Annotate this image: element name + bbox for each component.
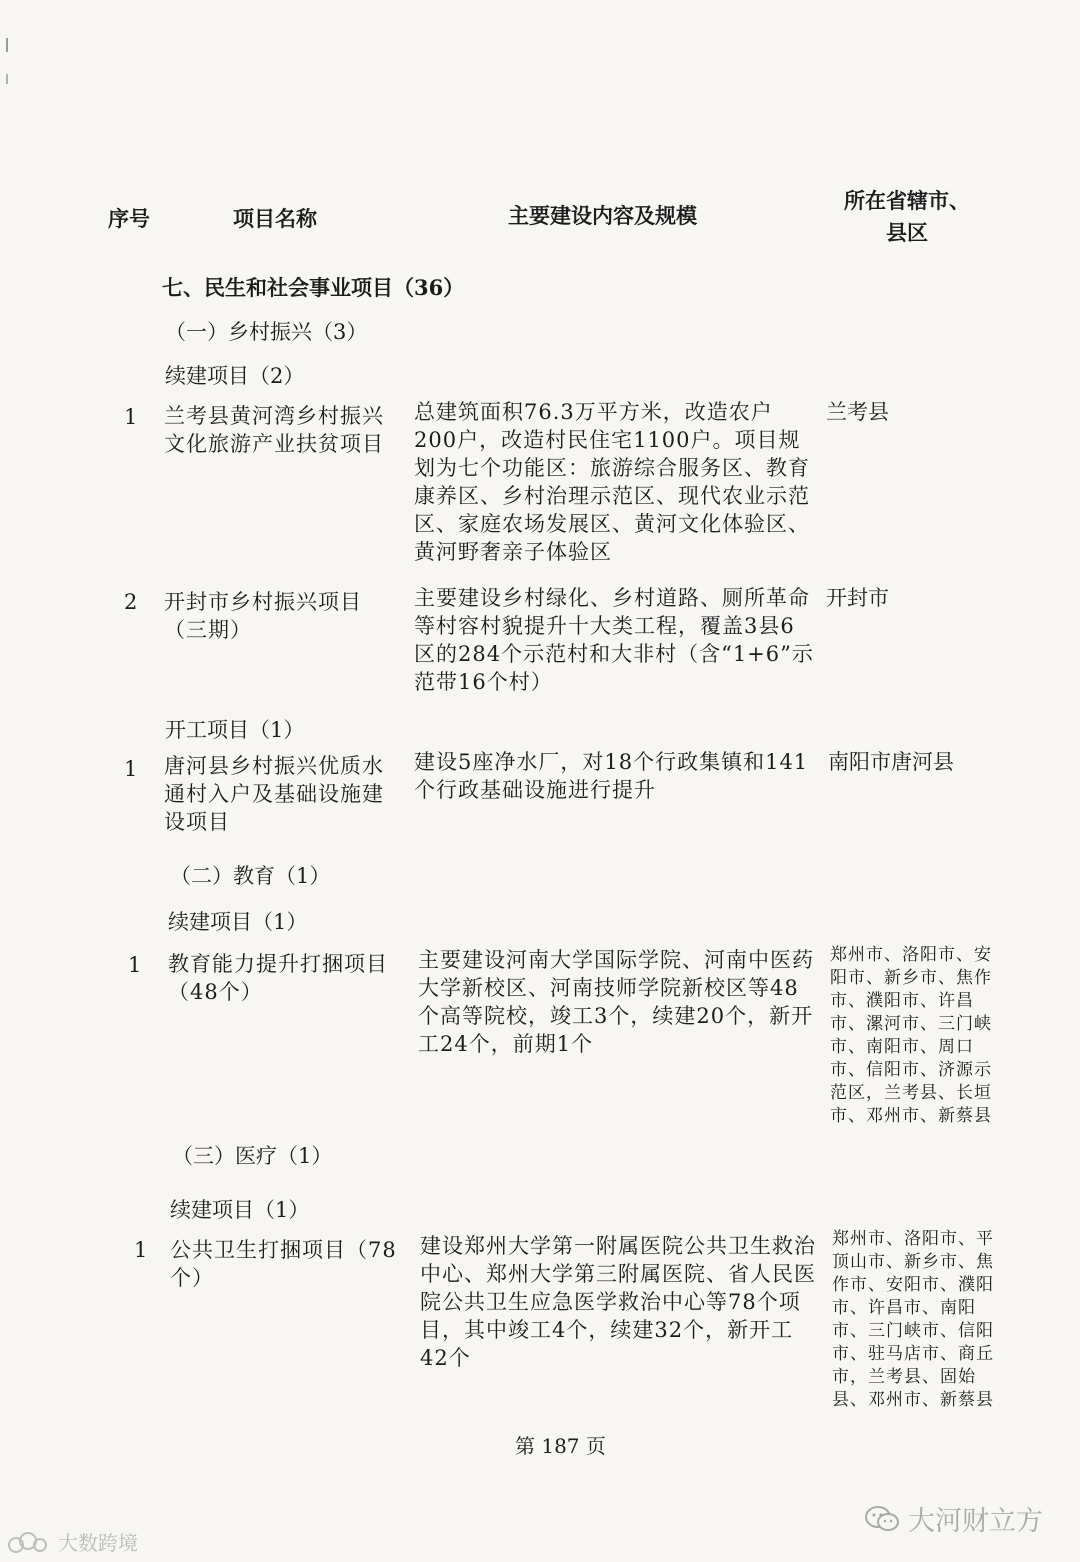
watermark-right-text: 大河财立方 — [908, 1506, 1043, 1537]
project-location: 南阳市唐河县 — [828, 750, 954, 774]
subsection-title-rural: （一）乡村振兴（3） — [165, 320, 368, 344]
project-location: 郑州市、洛阳市、安阳市、新乡市、焦作市、濮阳市、许昌市、漯河市、三门峡市、南阳市、周口市、信阳市、济源示范区，兰考县、长垣市、邓州市、新蔡县 — [830, 945, 992, 1126]
row-number: 1 — [134, 1238, 148, 1262]
watermark-left-text: 大数跨境 — [58, 1531, 138, 1555]
column-header-location-line1: 所在省辖市、 — [844, 189, 970, 213]
project-location: 郑州市、洛阳市、平顶山市、新乡市、焦作市、安阳市、濮阳市、许昌市、南阳市、三门峡市、信阳市、驻马店市、商丘市，兰考县、固始县、邓州市、新蔡县 — [832, 1229, 994, 1410]
project-content: 建设5座净水厂，对18个行政集镇和141个行政基础设施进行提升 — [414, 750, 809, 802]
group-title-continued: 续建项目（1） — [170, 1198, 310, 1222]
column-header-location-line2: 县区 — [886, 221, 928, 245]
project-content: 总建筑面积76.3万平方米，改造农户200户，改造村民住宅1100户。项目规划为七个功能区：旅游综合服务区、教育康养区、乡村治理示范区、现代农业示范区、家庭农场发展区、黄河文化体验区、黄河野奢亲子体验区 — [414, 400, 810, 564]
project-name: 兰考县黄河湾乡村振兴文化旅游产业扶贫项目 — [164, 404, 384, 456]
project-name: 公共卫生打捆项目（78个） — [170, 1238, 397, 1290]
cloud-logo-icon — [6, 1529, 54, 1555]
project-location: 开封市 — [826, 586, 889, 610]
project-content: 建设郑州大学第一附属医院公共卫生救治中心、郑州大学第三附属医院、省人民医院公共卫生应急医学救治中心等78个项目，其中竣工4个，续建32个，新开工42个 — [420, 1234, 816, 1370]
section-title: 七、民生和社会事业项目（36） — [162, 275, 465, 300]
wechat-icon — [864, 1504, 900, 1534]
project-name: 开封市乡村振兴项目（三期） — [164, 590, 362, 642]
project-name: 唐河县乡村振兴优质水通村入户及基础设施建设项目 — [164, 754, 384, 834]
row-number: 1 — [128, 953, 142, 977]
watermark-left — [6, 1527, 138, 1556]
group-title-new-start: 开工项目（1） — [165, 718, 305, 742]
column-header-location — [842, 185, 972, 247]
watermark-right — [864, 1499, 1043, 1538]
group-title-continued: 续建项目（1） — [168, 910, 308, 934]
page-number: 第 187 页 — [515, 1434, 606, 1458]
project-location: 兰考县 — [826, 400, 889, 424]
subsection-title-medical: （三）医疗（1） — [172, 1144, 333, 1168]
row-number: 1 — [124, 757, 138, 781]
project-content: 主要建设河南大学国际学院、河南中医药大学新校区、河南技师学院新校区等48个高等院校，竣工3个，续建20个，新开工24个，前期1个 — [418, 948, 814, 1056]
row-number: 1 — [124, 405, 138, 429]
row-number: 2 — [124, 590, 138, 614]
scan-mark — [6, 74, 8, 84]
scan-mark — [6, 38, 8, 52]
subsection-title-education: （二）教育（1） — [170, 864, 331, 888]
column-header-content: 主要建设内容及规模 — [508, 204, 697, 228]
column-header-no: 序号 — [108, 207, 150, 231]
column-header-name: 项目名称 — [233, 207, 317, 231]
project-content: 主要建设乡村绿化、乡村道路、厕所革命等村容村貌提升十大类工程，覆盖3县6区的284个示范村和大非村（含“1+6”示范带16个村） — [414, 586, 814, 694]
group-title-continued: 续建项目（2） — [165, 364, 305, 388]
project-name: 教育能力提升打捆项目（48个） — [168, 952, 388, 1004]
